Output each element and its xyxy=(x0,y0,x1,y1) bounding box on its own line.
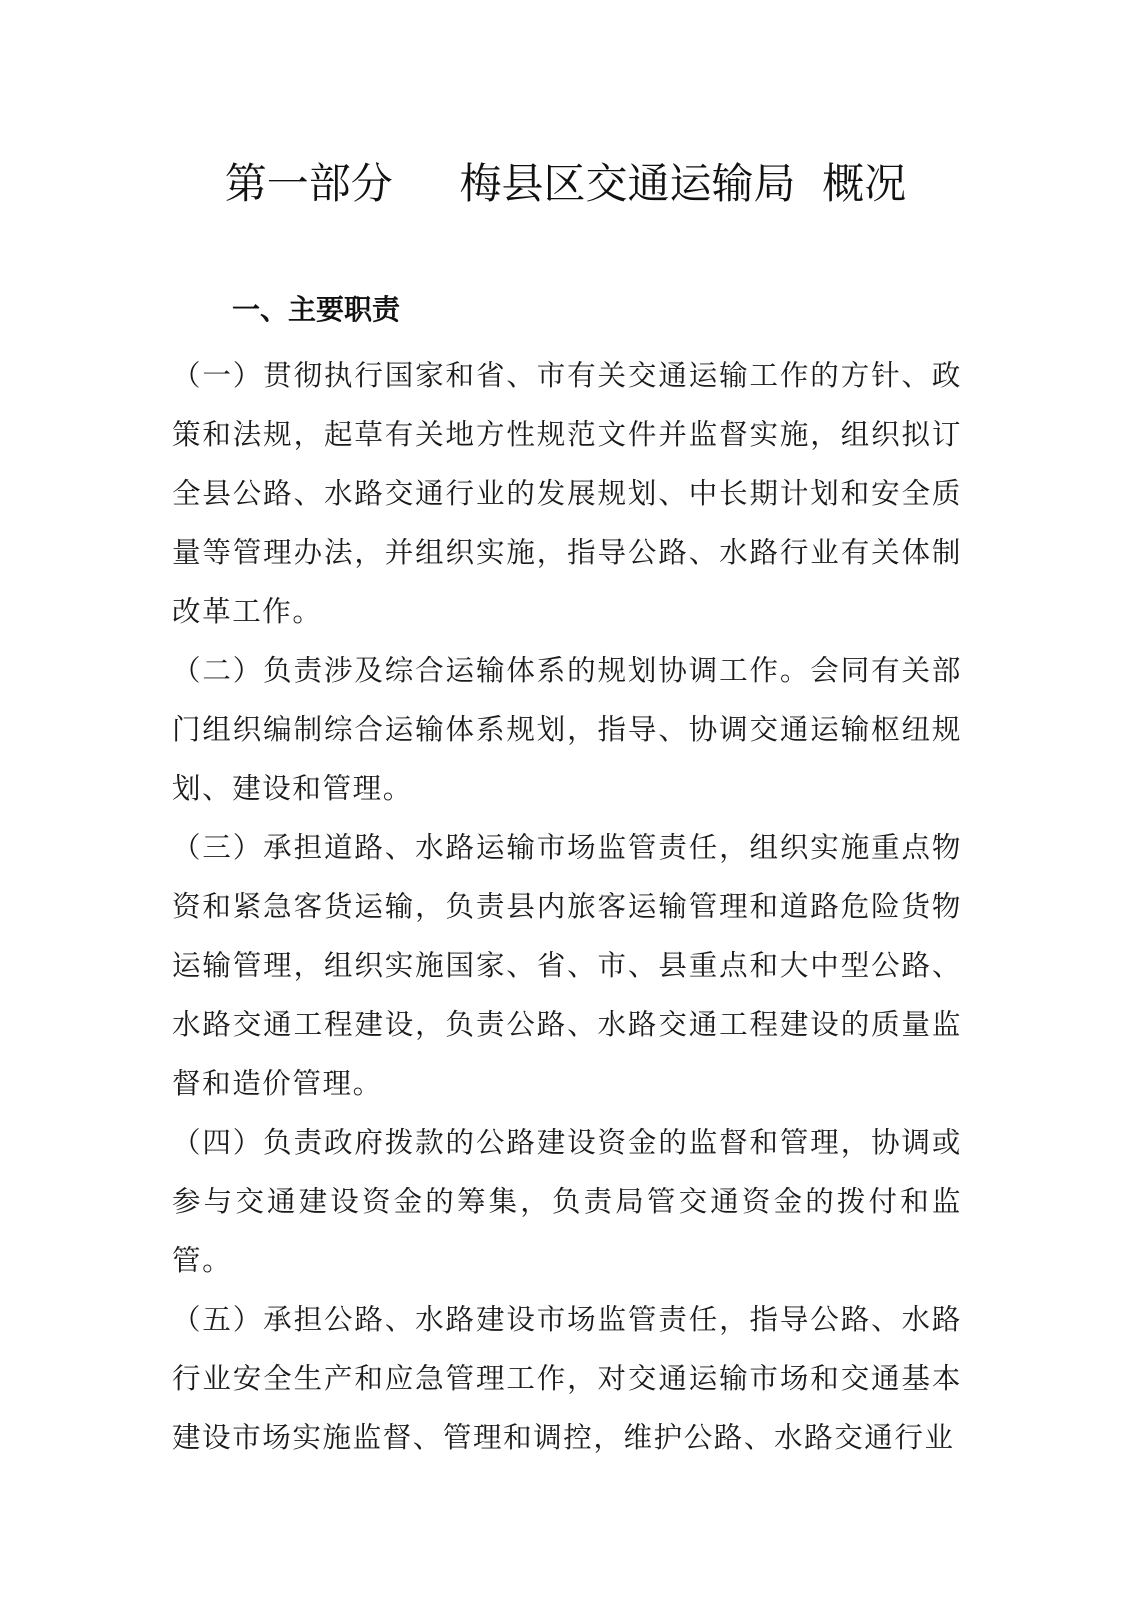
paragraph-4: （四）负责政府拨款的公路建设资金的监督和管理，协调或参与交通建设资金的筹集，负责局管交通资金的拨付和监管。 xyxy=(172,1126,962,1277)
document-title: 第一部分 梅县区交通运输局 概况 xyxy=(224,159,907,208)
document-body xyxy=(172,346,962,1467)
paragraph-2: （二）负责涉及综合运输体系的规划协调工作。会同有关部门组织编制综合运输体系规划，指导、协调交通运输枢纽规划、建设和管理。 xyxy=(172,654,962,805)
section-heading: 一、主要职责 xyxy=(232,293,401,326)
paragraph-5: （五）承担公路、水路建设市场监管责任，指导公路、水路行业安全生产和应急管理工作，对交通运输市场和交通基本建设市场实施监督、管理和调控，维护公路、水路交通行业 xyxy=(172,1303,962,1454)
paragraph-3: （三）承担道路、水路运输市场监管责任，组织实施重点物资和紧急客货运输，负责县内旅客运输管理和道路危险货物运输管理，组织实施国家、省、市、县重点和大中型公路、水路交通工程建设，负责公路、水路交通工程建设的质量监督和造价管理。 xyxy=(172,831,962,1100)
paragraph-1: （一）贯彻执行国家和省、市有关交通运输工作的方针、政策和法规，起草有关地方性规范文件并监督实施，组织拟订全县公路、水路交通行业的发展规划、中长期计划和安全质量等管理办法，并组织实施，指导公路、水路行业有关体制改革工作。 xyxy=(172,359,962,628)
